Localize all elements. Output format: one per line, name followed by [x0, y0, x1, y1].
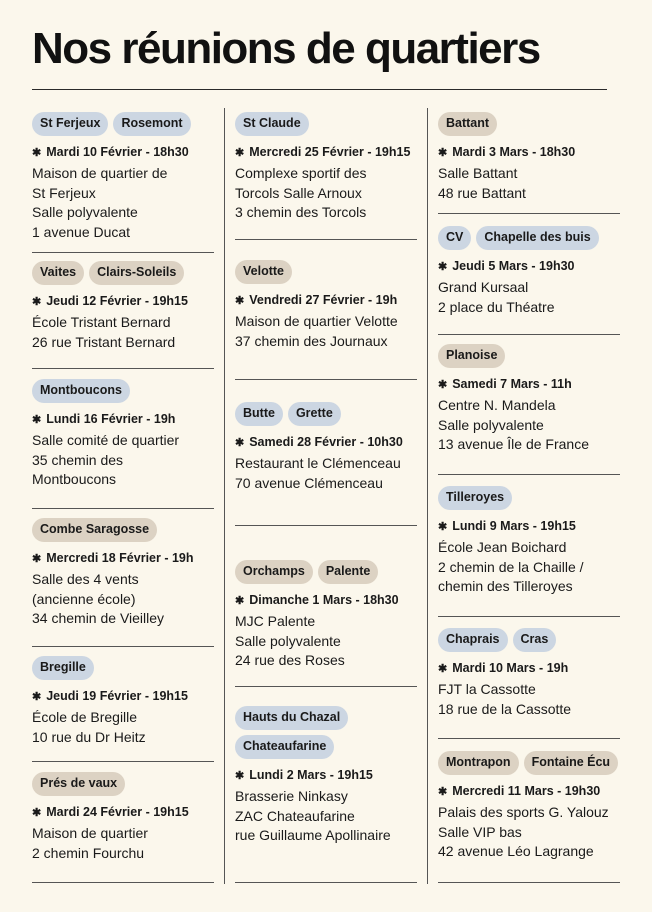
district-tag: Palente [318, 560, 378, 584]
asterisk-icon: ✱ [235, 595, 245, 607]
column-divider [224, 108, 225, 884]
venue-line: 48 rue Battant [438, 184, 526, 201]
district-tags [438, 751, 620, 775]
meeting-entry [235, 112, 417, 223]
meeting-date [438, 258, 620, 276]
meeting-date-text: Samedi 28 Février - 10h30 [249, 435, 403, 449]
district-tags [438, 344, 620, 368]
meeting-date [32, 293, 214, 311]
meeting-entry [32, 261, 214, 352]
column-divider [427, 108, 428, 884]
district-tag: Battant [438, 112, 497, 136]
district-tags [438, 112, 620, 136]
asterisk-icon: ✱ [32, 296, 42, 308]
district-tag: Planoise [438, 344, 505, 368]
asterisk-icon: ✱ [32, 147, 42, 159]
asterisk-icon: ✱ [32, 807, 42, 819]
asterisk-icon: ✱ [438, 147, 448, 159]
entry-divider [32, 252, 214, 253]
title-divider [32, 89, 607, 90]
meeting-date-text: Mardi 3 Mars - 18h30 [452, 145, 576, 159]
venue-line: Salle polyvalente [235, 632, 341, 649]
meeting-date [235, 592, 417, 610]
district-tags [235, 260, 417, 284]
district-tags [32, 656, 214, 680]
meeting-date [32, 144, 214, 162]
meeting-date-text: Mercredi 18 Février - 19h [46, 551, 194, 565]
meeting-date [438, 660, 620, 678]
venue-line: Grand Kursaal [438, 279, 529, 295]
entry-divider [438, 474, 620, 475]
district-tag: Chapelle des buis [476, 226, 598, 250]
venue-line: Restaurant le Clémenceau [235, 455, 401, 471]
venue-line: MJC Palente [235, 613, 316, 629]
entry-divider [235, 686, 417, 687]
district-tags [32, 518, 214, 542]
asterisk-icon: ✱ [438, 379, 448, 391]
meeting-date-text: Samedi 7 Mars - 11h [452, 377, 572, 391]
district-tags [235, 112, 417, 136]
meeting-date-text: Jeudi 5 Mars - 19h30 [452, 259, 575, 273]
district-tag: Hauts du Chazal [235, 706, 348, 730]
district-tags [438, 628, 620, 652]
entry-divider [438, 213, 620, 214]
venue-line: Salle polyvalente [32, 204, 138, 221]
meeting-entry [438, 486, 620, 597]
meeting-date-text: Lundi 16 Février - 19h [46, 412, 176, 426]
venue-line: FJT la Cassotte [438, 681, 536, 697]
district-tags [235, 402, 417, 426]
asterisk-icon: ✱ [235, 147, 245, 159]
venue-line: Salle des 4 vents [32, 571, 139, 587]
entry-divider [32, 761, 214, 762]
meeting-entry [438, 112, 620, 203]
meeting-date-text: Mardi 10 Février - 18h30 [46, 145, 189, 159]
district-tag: CV [438, 226, 471, 250]
asterisk-icon: ✱ [32, 691, 42, 703]
entry-divider [32, 646, 214, 647]
entry-divider [438, 334, 620, 335]
meeting-entry [235, 260, 417, 351]
asterisk-icon: ✱ [438, 663, 448, 675]
venue-line: Salle Battant [438, 165, 518, 181]
venue-line: Salle polyvalente [438, 416, 544, 433]
meeting-entry [32, 772, 214, 863]
district-tags [32, 261, 214, 285]
asterisk-icon: ✱ [235, 295, 245, 307]
meeting-date [32, 688, 214, 706]
venue-line: 2 chemin Fourchu [32, 844, 145, 861]
meeting-date [235, 767, 417, 785]
entry-divider [32, 368, 214, 369]
entry-divider [438, 882, 620, 883]
venue-line: 1 avenue Ducat [32, 223, 131, 240]
meeting-date [235, 434, 417, 452]
district-tag: Clairs-Soleils [89, 261, 184, 285]
venue-line: 13 avenue Île de France [438, 436, 589, 453]
venue-line: Complexe sportif des [235, 165, 367, 181]
district-tag: Orchamps [235, 560, 313, 584]
meeting-date-text: Dimanche 1 Mars - 18h30 [249, 593, 399, 607]
venue-line: Centre N. Mandela [438, 397, 556, 413]
meeting-entry [438, 344, 620, 455]
district-tag: Velotte [235, 260, 292, 284]
venue-line: Maison de quartier [32, 825, 148, 841]
entry-divider [438, 738, 620, 739]
district-tag: Rosemont [113, 112, 190, 136]
meeting-entry [438, 226, 620, 317]
venue-line: Brasserie Ninkasy [235, 788, 348, 804]
district-tag: Montrapon [438, 751, 519, 775]
district-tag: Prés de vaux [32, 772, 125, 796]
meeting-date [235, 144, 417, 162]
venue-line: 24 rue des Roses [235, 652, 345, 669]
entry-divider [235, 525, 417, 526]
district-tag: St Ferjeux [32, 112, 108, 136]
asterisk-icon: ✱ [32, 553, 42, 565]
venue-line: Montboucons [32, 471, 117, 488]
meeting-entry [32, 112, 214, 242]
district-tag: Bregille [32, 656, 94, 680]
venue-line: 37 chemin des Journaux [235, 332, 388, 349]
venue-line: 2 chemin de la Chaille / [438, 558, 584, 575]
district-tags [32, 379, 214, 403]
meeting-date-text: Mercredi 11 Mars - 19h30 [452, 784, 601, 798]
district-tag: Grette [288, 402, 341, 426]
venue-line: 2 place du Théatre [438, 298, 555, 315]
meeting-date [438, 518, 620, 536]
venue-line: rue Guillaume Apollinaire [235, 827, 391, 844]
district-tag: Fontaine Écu [524, 751, 618, 775]
district-tag: Combe Saragosse [32, 518, 157, 542]
district-tags [235, 560, 417, 584]
meeting-entry [32, 379, 214, 490]
meeting-date-text: Lundi 9 Mars - 19h15 [452, 519, 576, 533]
asterisk-icon: ✱ [32, 414, 42, 426]
meeting-entry [32, 518, 214, 629]
venue-line: Maison de quartier de [32, 165, 168, 181]
district-tag: Vaites [32, 261, 84, 285]
venue-line: 10 rue du Dr Heitz [32, 728, 146, 745]
venue-line: Salle VIP bas [438, 823, 522, 840]
district-tags [438, 486, 620, 510]
asterisk-icon: ✱ [438, 521, 448, 533]
entry-divider [32, 508, 214, 509]
venue-line: 3 chemin des Torcols [235, 204, 367, 221]
entry-divider [438, 616, 620, 617]
venue-line: (ancienne école) [32, 590, 136, 607]
meeting-date [438, 376, 620, 394]
district-tag: Montboucons [32, 379, 130, 403]
meeting-entry [32, 656, 214, 747]
venue-line: École Tristant Bernard [32, 314, 171, 330]
district-tag: Chateaufarine [235, 735, 334, 759]
venue-line: ZAC Chateaufarine [235, 807, 355, 824]
district-tag: Tilleroyes [438, 486, 512, 510]
venue-line: Torcols Salle Arnoux [235, 184, 362, 201]
meeting-date-text: Mardi 10 Mars - 19h [452, 661, 569, 675]
meeting-date [32, 804, 214, 822]
venue-line: 35 chemin des [32, 451, 124, 468]
meeting-date-text: Jeudi 12 Février - 19h15 [46, 294, 188, 308]
meeting-entry [235, 706, 417, 846]
venue-line: 18 rue de la Cassotte [438, 700, 572, 717]
asterisk-icon: ✱ [438, 786, 448, 798]
venue-line: St Ferjeux [32, 184, 96, 201]
meeting-date-text: Lundi 2 Mars - 19h15 [249, 768, 373, 782]
district-tags [438, 226, 620, 250]
meeting-date-text: Mercredi 25 Février - 19h15 [249, 145, 411, 159]
meeting-date-text: Jeudi 19 Février - 19h15 [46, 689, 188, 703]
meeting-date [438, 144, 620, 162]
meeting-date [32, 550, 214, 568]
meeting-entry [235, 560, 417, 671]
venue-line: École Jean Boichard [438, 539, 567, 555]
meeting-date [438, 783, 620, 801]
venue-line: 70 avenue Clémenceau [235, 474, 383, 491]
venue-line: 42 avenue Léo Lagrange [438, 843, 594, 860]
venue-line: 34 chemin de Vieilley [32, 610, 165, 627]
entry-divider [32, 882, 214, 883]
meeting-entry [438, 751, 620, 862]
entry-divider [235, 239, 417, 240]
venue-line: École de Bregille [32, 709, 138, 725]
venue-line: chemin des Tilleroyes [438, 578, 573, 595]
venue-line: Maison de quartier Velotte [235, 313, 398, 329]
district-tags [32, 112, 214, 136]
district-tags [235, 706, 417, 759]
district-tags [32, 772, 214, 796]
meeting-date-text: Mardi 24 Février - 19h15 [46, 805, 189, 819]
district-tag: Butte [235, 402, 283, 426]
meeting-date [32, 411, 214, 429]
meeting-date [235, 292, 417, 310]
venue-line: Salle comité de quartier [32, 432, 180, 448]
asterisk-icon: ✱ [438, 261, 448, 273]
district-tag: Chaprais [438, 628, 508, 652]
page-title: Nos réunions de quartiers [32, 24, 540, 73]
venue-line: Palais des sports G. Yalouz [438, 804, 609, 820]
venue-line: 26 rue Tristant Bernard [32, 333, 176, 350]
entry-divider [235, 882, 417, 883]
asterisk-icon: ✱ [235, 437, 245, 449]
district-tag: St Claude [235, 112, 309, 136]
entry-divider [235, 379, 417, 380]
asterisk-icon: ✱ [235, 770, 245, 782]
meeting-date-text: Vendredi 27 Février - 19h [249, 293, 398, 307]
meeting-entry [438, 628, 620, 719]
district-tag: Cras [513, 628, 557, 652]
meeting-entry [235, 402, 417, 493]
